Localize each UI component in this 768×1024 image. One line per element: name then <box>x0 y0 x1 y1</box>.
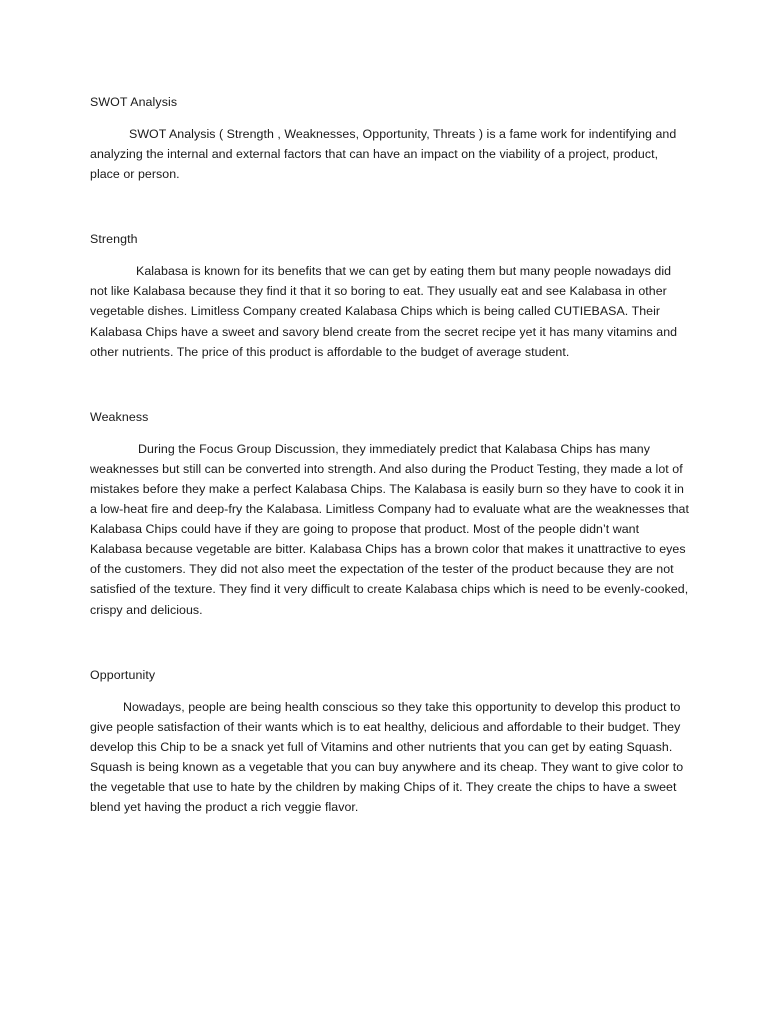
section-paragraph-opportunity: Nowadays, people are being health conscious so they take this opportunity to develop this product to give people satisfaction of their wants which is to eat healthy, delicious and affordable to their budget. They develop this Chip to be a snack yet full of Vitamins and other nutrients that you can get by eating Squash. Squash is being known as a vegetable that you can buy anywhere and its cheap. They want to give color to the vegetable that use to hate by the children by making Chips of it. They create the chips to have a sweet blend yet having the product a rich veggie flavor. <box>90 699 684 815</box>
section-heading-opportunity: Opportunity <box>90 667 156 682</box>
section-paragraph-strength: Kalabasa is known for its benefits that we can get by eating them but many people nowadays did not like Kalabasa because they find it that it so boring to eat. They usually eat and see Kalabasa in other vegetable dishes. Limitless Company created Kalabasa Chips which is being called CUTIEBASA. Their Kalabasa Chips have a sweet and savory blend create from the secret recipe yet it has many vitamins and other nutrients. The price of this product is affordable to the budget of average student. <box>90 264 678 359</box>
document-body <box>90 92 690 817</box>
section-heading-strength: Strength <box>90 232 138 247</box>
section-paragraph-weakness: During the Focus Group Discussion, they immediately predict that Kalabasa Chips has many weaknesses but still can be converted into strength. And also during the Product Testing, they made a lot of mistakes before they make a perfect Kalabasa Chips. The Kalabasa is easily burn so they have to cook it in a low-heat fire and deep-fry the Kalabasa. Limitless Company had to evaluate what are the weaknesses that Kalabasa Chips could have if they are going to propose that product. Most of the people didn’t want Kalabasa because vegetable are bitter. Kalabasa Chips has a brown color that makes it unattractive to eyes of the customers. They did not also meet the expectation of the tester of the product because they are not satisfied of the texture. They find it very difficult to create Kalabasa chips which is need to be evenly-cooked, crispy and delicious. <box>90 441 689 617</box>
section-heading-weakness: Weakness <box>90 409 149 424</box>
section-heading-swot-analysis: SWOT Analysis <box>90 95 178 109</box>
section-paragraph-swot-analysis: SWOT Analysis ( Strength , Weaknesses, Opportunity, Threats ) is a fame work for indentifying and analyzing the internal and external factors that can have an impact on the viability of a project, product, place or person. <box>90 127 677 182</box>
